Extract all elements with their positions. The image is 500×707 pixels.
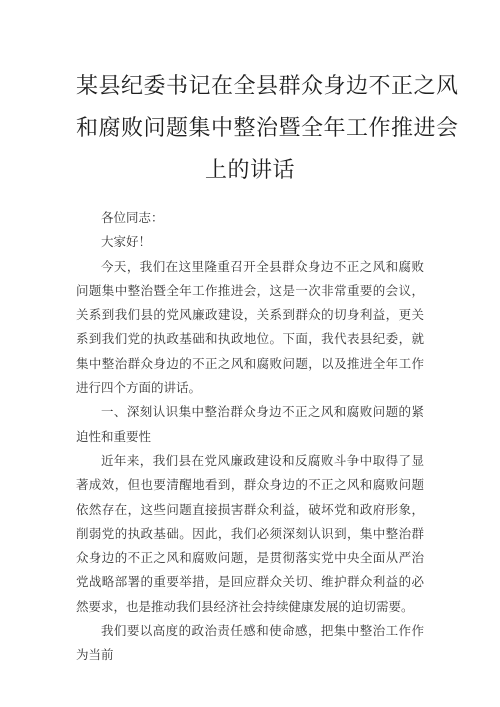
title-line-3: 上的讲话 xyxy=(204,158,295,183)
title-line-2: 和腐败问题集中整治暨全年工作推进会 xyxy=(76,116,459,141)
section-heading-1: 一、深刻认识集中整治群众身边不正之风和腐败问题的紧迫性和重要性 xyxy=(76,404,424,444)
body-paragraph: 近年来，我们县在党风廉政建设和反腐败斗争中取得了显著成效，但也要清醒地看到，群众身边的不正之风和腐败问题依然存在，这些问题直接损害群众利益，破坏党和政府形象，削弱党的执政基础。因此，我们必须深刻认识到，集中整治群众身边的不正之风和腐败问题，是贯彻落实党中央全面从严治党战略部署的重要举措，是回应群众关切、维护群众利益的必然要求，也是推动我们县经济社会持续健康发展的迫切需要。 xyxy=(76,452,424,614)
title-line-1: 某县纪委书记在全县群众身边不正之风 xyxy=(76,74,459,99)
greeting: 大家好！ xyxy=(101,234,152,250)
body-paragraph-continued: 我们要以高度的政治责任感和使命感，把集中整治工作作为当前 xyxy=(76,623,424,663)
document-title xyxy=(76,66,459,192)
intro-paragraph: 今天，我们在这里隆重召开全县群众身边不正之风和腐败问题集中整治暨全年工作推进会，这是一次非常重要的会议，关系到我们县的党风廉政建设，关系到群众的切身利益，更关系到我们党的执政基础和执政地位。下面，我代表县纪委，就集中整治群众身边的不正之风和腐败问题，以及推进全年工作进行四个方面的讲话。 xyxy=(76,258,424,396)
salutation: 各位同志： xyxy=(101,210,164,225)
